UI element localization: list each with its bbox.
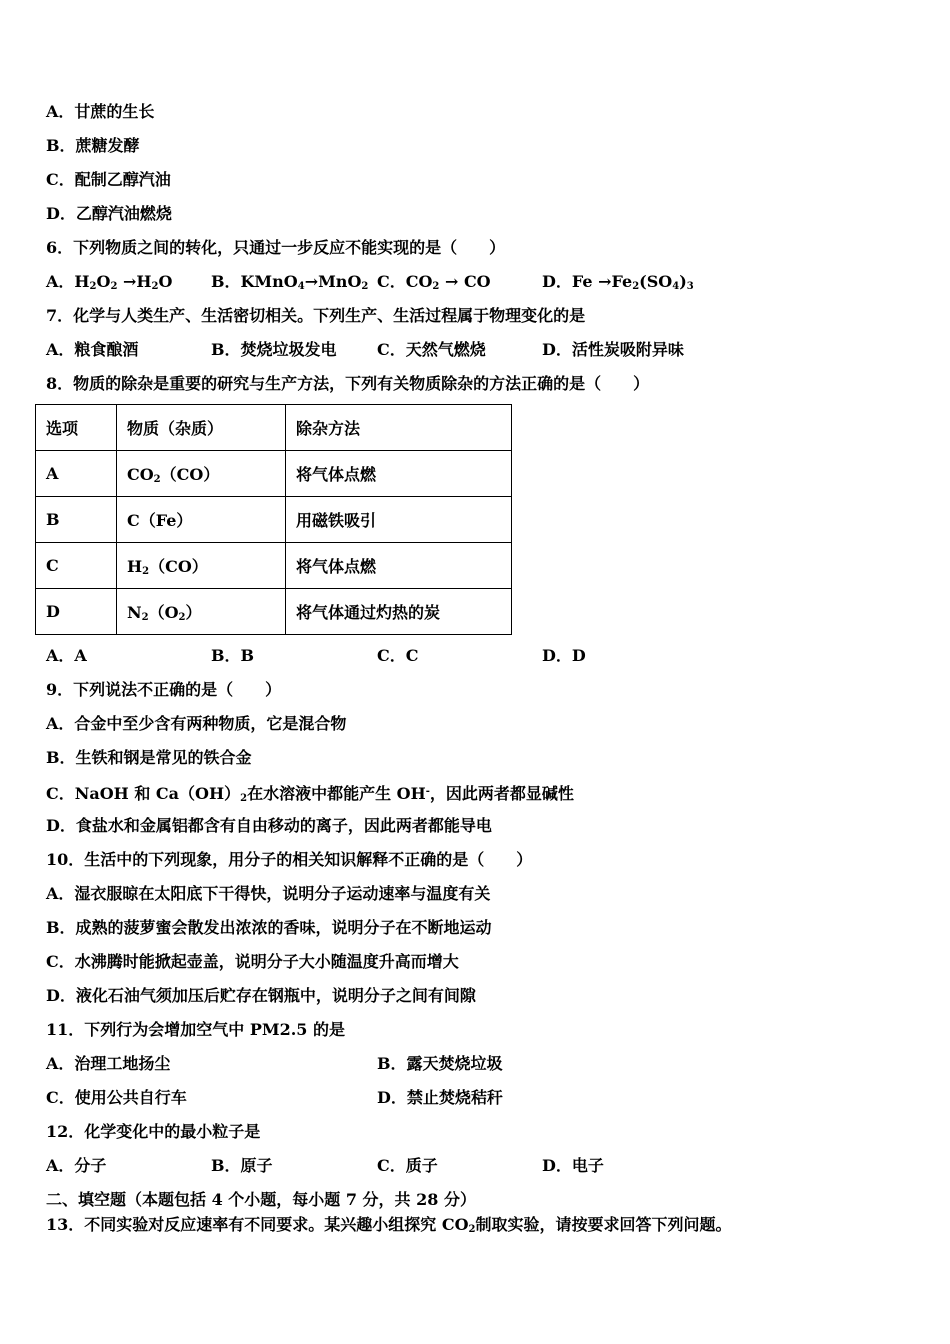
q11-option-b: B．露天焚烧垃圾 — [377, 1054, 503, 1073]
q7-option-b: B．焚烧垃圾发电 — [211, 340, 337, 359]
q11-stem: 11．下列行为会增加空气中 PM2.5 的是 — [46, 1020, 345, 1039]
q11-option-a: A．治理工地扬尘 — [46, 1054, 171, 1073]
q12-option-a: A．分子 — [46, 1156, 107, 1175]
table-cell-substance: C（Fe） — [117, 497, 286, 543]
table-cell-option: B — [36, 497, 117, 543]
table-header-row — [36, 405, 512, 451]
q5-option-d: D．乙醇汽油燃烧 — [46, 204, 172, 223]
q9-option-a: A．合金中至少含有两种物质，它是混合物 — [46, 714, 347, 733]
q13-stem: 13．不同实验对反应速率有不同要求。某兴趣小组探究 $CO_2$制取实验，请按要求回答下列问题。 — [46, 1215, 732, 1235]
table-cell-method: 将气体通过灼热的炭 — [286, 589, 512, 635]
q12-option-c: C．质子 — [377, 1156, 438, 1175]
q8-option-b: B．B — [211, 646, 255, 665]
q6-option-c: C．$CO_2$ → CO — [377, 272, 491, 292]
q10-option-b: B．成熟的菠萝蜜会散发出浓浓的香味，说明分子在不断地运动 — [46, 918, 492, 937]
section-heading: 二、填空题（本题包括 4 个小题，每小题 7 分，共 28 分） — [46, 1190, 476, 1209]
table-row — [36, 497, 512, 543]
q11-option-c: C．使用公共自行车 — [46, 1088, 187, 1107]
q7-option-a: A．粮食酿酒 — [46, 340, 139, 359]
table-cell-substance: $CO_2(CO)$ — [117, 451, 286, 497]
q7-option-c: C．天然气燃烧 — [377, 340, 486, 359]
table-cell-option: A — [36, 451, 117, 497]
table-row — [36, 543, 512, 589]
table-row — [36, 451, 512, 497]
q12-stem: 12．化学变化中的最小粒子是 — [46, 1122, 261, 1141]
q6-option-d: D．$Fe \to Fe_2(SO_4)_3$ — [542, 272, 694, 292]
table-header: 除杂方法 — [286, 405, 512, 451]
table-cell-substance: $N_2(O_2)$ — [117, 589, 286, 635]
q8-option-a: A．A — [46, 646, 87, 665]
q10-option-a: A．湿衣服晾在太阳底下干得快，说明分子运动速率与温度有关 — [46, 884, 491, 903]
q7-stem: 7．化学与人类生产、生活密切相关。下列生产、生活过程属于物理变化的是 — [46, 306, 586, 325]
table-cell-method: 将气体点燃 — [286, 543, 512, 589]
q11-option-d: D．禁止焚烧秸秆 — [377, 1088, 503, 1107]
q8-option-d: D．D — [542, 646, 586, 665]
table-cell-method: 将气体点燃 — [286, 451, 512, 497]
q8-stem: 8．物质的除杂是重要的研究与生产方法，下列有关物质除杂的方法正确的是（ ） — [46, 374, 650, 393]
q9-stem: 9．下列说法不正确的是（ ） — [46, 680, 282, 699]
table-header: 选项 — [36, 405, 117, 451]
table-cell-substance: $H_2(CO)$ — [117, 543, 286, 589]
table-header: 物质（杂质） — [117, 405, 286, 451]
q12-option-d: D．电子 — [542, 1156, 604, 1175]
table-cell-method: 用磁铁吸引 — [286, 497, 512, 543]
q10-stem: 10．生活中的下列现象，用分子的相关知识解释不正确的是（ ） — [46, 850, 533, 869]
q7-option-d: D．活性炭吸附异味 — [542, 340, 684, 359]
q8-table — [35, 404, 512, 635]
q6-option-a: A．$H_2O_2 \to H_2O$ — [46, 272, 173, 292]
table-cell-option: D — [36, 589, 117, 635]
q12-option-b: B．原子 — [211, 1156, 273, 1175]
q6-option-b: B．KMnO$_4$→MnO$_2$ — [211, 272, 369, 292]
table-cell-option: C — [36, 543, 117, 589]
table-row — [36, 589, 512, 635]
q5-option-b: B．蔗糖发酵 — [46, 136, 140, 155]
q5-option-a: A．甘蔗的生长 — [46, 102, 155, 121]
q10-option-c: C．水沸腾时能掀起壶盖，说明分子大小随温度升高而增大 — [46, 952, 459, 971]
q9-option-b: B．生铁和钢是常见的铁合金 — [46, 748, 252, 767]
q8-option-c: C．C — [377, 646, 419, 665]
q9-option-d: D．食盐水和金属铝都含有自由移动的离子，因此两者都能导电 — [46, 816, 492, 835]
q10-option-d: D．液化石油气须加压后贮存在钢瓶中，说明分子之间有间隙 — [46, 986, 476, 1005]
q5-option-c: C．配制乙醇汽油 — [46, 170, 171, 189]
q6-stem: 6．下列物质之间的转化，只通过一步反应不能实现的是（ ） — [46, 238, 506, 257]
q9-option-c: C．NaOH 和 $Ca(OH)_2$在水溶液中都能产生 OH-，因此两者都显碱性 — [46, 784, 574, 804]
